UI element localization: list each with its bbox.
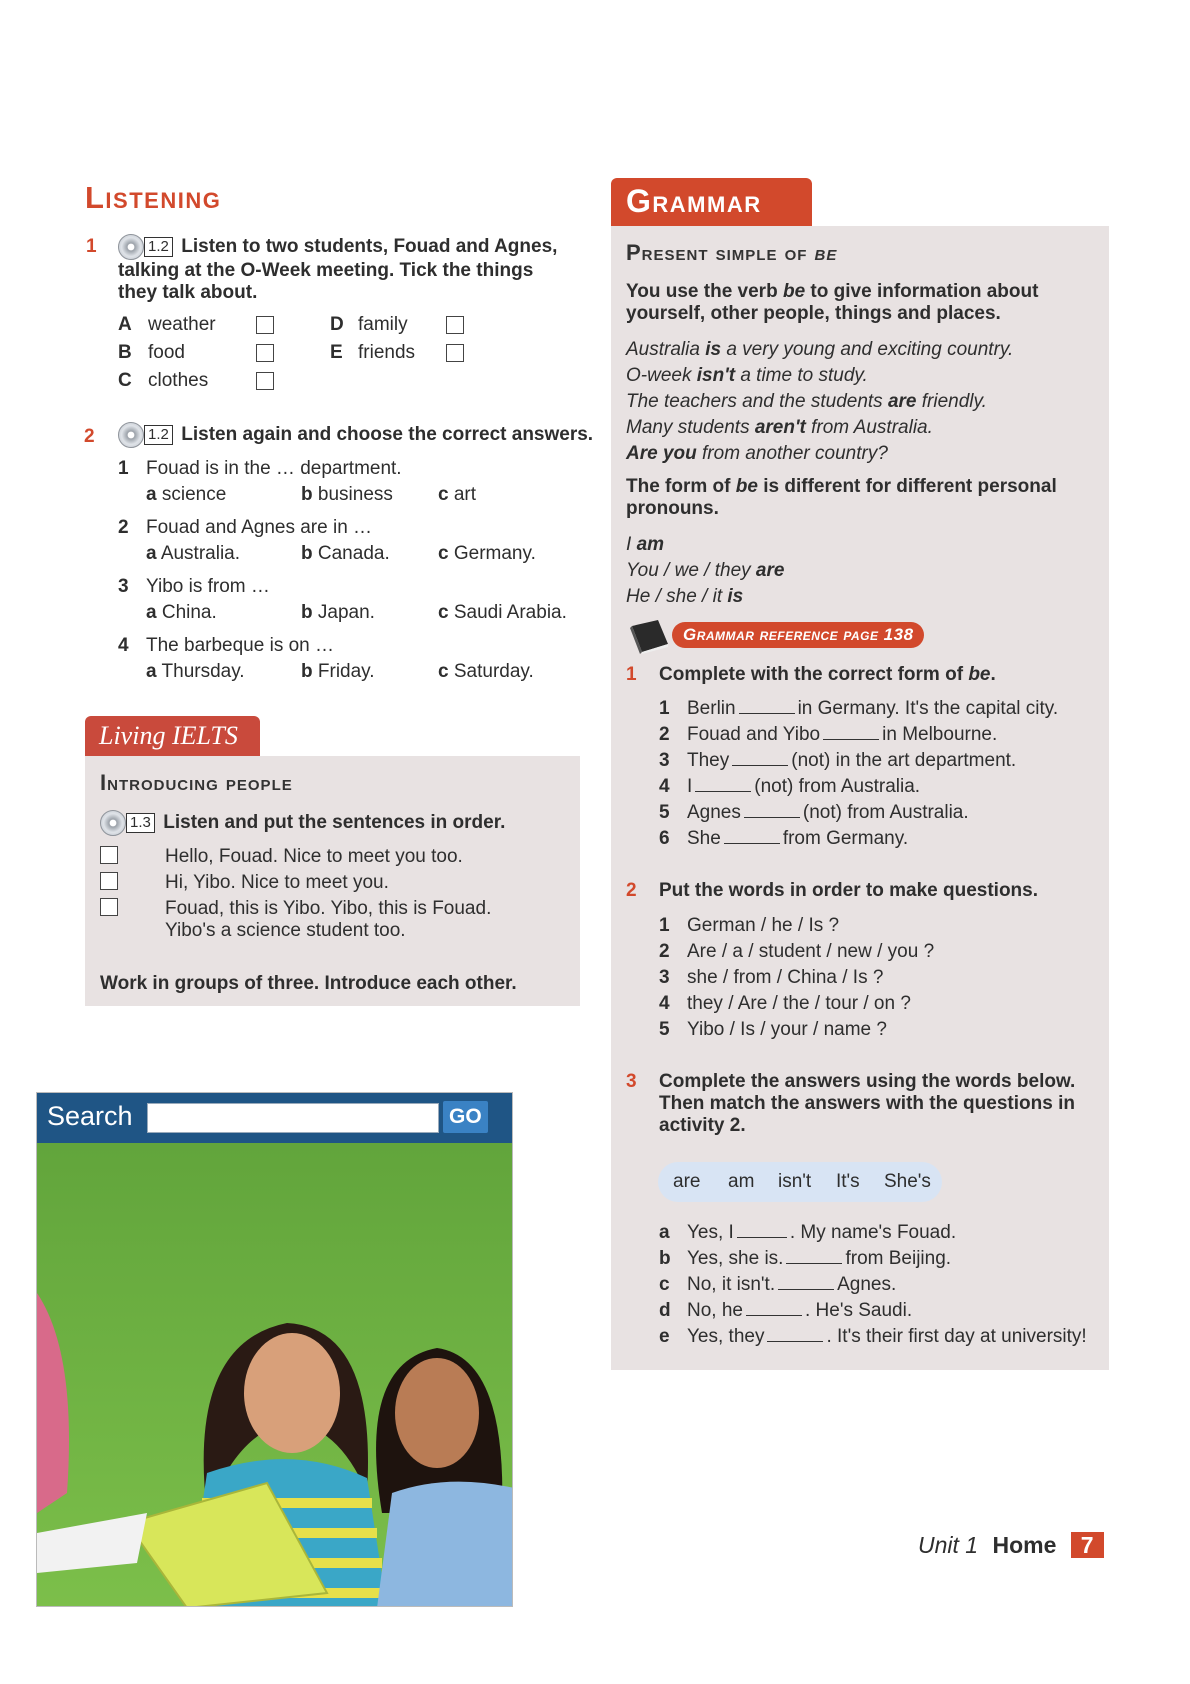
- go-button[interactable]: GO: [443, 1101, 488, 1133]
- answer-blank[interactable]: [786, 1249, 842, 1264]
- search-input[interactable]: [147, 1103, 439, 1133]
- answer-blank[interactable]: [724, 829, 780, 844]
- grammar-heading: Present simple of be: [626, 240, 838, 265]
- students-photo: [37, 1093, 513, 1607]
- grammar-tab: Grammar: [611, 178, 812, 226]
- audio-cd-icon[interactable]: 1.2: [118, 234, 176, 260]
- tick-list-left: A weather B food C clothes: [118, 314, 288, 398]
- tick-list-right: D family E friends: [330, 314, 500, 370]
- book-icon: [628, 618, 670, 654]
- exercise-number: 3: [626, 1071, 637, 1092]
- answer-blank[interactable]: [767, 1327, 823, 1342]
- answer-blank[interactable]: [744, 803, 800, 818]
- grammar-form-note: The form of be is different for different personal pronouns.: [626, 476, 1057, 519]
- question-item: 4 The barbeque is on … a Thursday. b Friday. c Saturday.: [118, 635, 534, 682]
- listening-title: Listening: [85, 180, 222, 215]
- exercise-instruction: 1.2 Listen again and choose the correct answers.: [118, 422, 593, 448]
- question-list: 1 German / he / Is ? 2 Are / a / student / new / you ? 3 she / from / China / Is ? 4 they / Are / the / tour / on ? 5 Yibo / Is / your / name ?: [659, 915, 935, 1040]
- answer-blank[interactable]: [739, 699, 795, 714]
- living-ielts-instruction: 1.3 Listen and put the sentences in order.: [100, 810, 505, 836]
- living-ielts-heading: Introducing people: [100, 770, 293, 795]
- audio-cd-icon[interactable]: 1.3: [100, 810, 158, 836]
- audio-cd-icon[interactable]: 1.2: [118, 422, 176, 448]
- sentence-list: Hello, Fouad. Nice to meet you too. Hi, Yibo. Nice to meet you. Fouad, this is Yibo. Yibo, this is Fouad. Yibo's a science student too.: [165, 846, 492, 941]
- page-footer: [918, 1532, 1104, 1559]
- order-box[interactable]: [100, 846, 118, 864]
- living-ielts-tab: Living IELTS: [85, 716, 260, 756]
- grammar-forms: I am You / we / they are He / she / it is: [626, 534, 785, 607]
- answer-blank[interactable]: [823, 725, 879, 740]
- exercise-instruction: Complete the answers using the words below. Then match the answers with the questions in activity 2.: [659, 1071, 1076, 1136]
- tick-box[interactable]: [446, 316, 464, 334]
- search-bar: [37, 1093, 513, 1143]
- exercise-instruction: Complete with the correct form of be.: [659, 664, 996, 685]
- unit-title: Home: [992, 1532, 1057, 1558]
- answer-list: a Yes, I . My name's Fouad. b Yes, she is. from Beijing. c No, it isn't. Agnes. d No, he . He's Saudi. e Yes, they . It's their first day at university!: [659, 1222, 1087, 1347]
- grammar-reference-link[interactable]: Grammar reference page 138: [672, 622, 924, 648]
- answer-blank[interactable]: [737, 1223, 787, 1238]
- grammar-intro: You use the verb be to give information about yourself, other people, things and places.: [626, 281, 1039, 324]
- question-list: [118, 458, 588, 694]
- question-item: 3 Yibo is from … a China. b Japan. c Saudi Arabia.: [118, 576, 567, 623]
- answer-blank[interactable]: [695, 777, 751, 792]
- page-number: 7: [1071, 1532, 1104, 1558]
- answer-blank[interactable]: [778, 1275, 834, 1290]
- search-label: Search: [47, 1101, 133, 1131]
- unit-label: Unit 1: [918, 1532, 979, 1558]
- tick-box[interactable]: [446, 344, 464, 362]
- tick-box[interactable]: [256, 344, 274, 362]
- question-item: 2 Fouad and Agnes are in … a Australia. b Canada. c Germany.: [118, 517, 536, 564]
- exercise-number: 2: [84, 426, 95, 447]
- tick-box[interactable]: [256, 316, 274, 334]
- exercise-number: 1: [86, 236, 97, 257]
- gapfill-list: 1 Berlin in Germany. It's the capital city. 2 Fouad and Yibo in Melbourne. 3 They (not) in the art department. 4 I (not) from Australia. 5 Agnes (not) from Australia. 6 She from Germany.: [659, 698, 1059, 849]
- exercise-instruction: Put the words in order to make questions.: [659, 880, 1038, 901]
- exercise-number: 1: [626, 664, 637, 685]
- living-ielts-footer: Work in groups of three. Introduce each other.: [100, 973, 517, 994]
- tick-box[interactable]: [256, 372, 274, 390]
- order-box[interactable]: [100, 898, 118, 916]
- question-item: 1 Fouad is in the … department. a science b business c art: [118, 458, 477, 505]
- answer-blank[interactable]: [746, 1301, 802, 1316]
- grammar-examples: Australia is a very young and exciting country. O-week isn't a time to study. The teachers and the students are friendly. Many students aren't from Australia. Are you from another country?: [626, 339, 1014, 464]
- exercise-instruction: 1.2 Listen to two students, Fouad and Agnes, talking at the O-Week meeting. Tick the things they talk about.: [118, 234, 557, 304]
- photo: [36, 1092, 513, 1607]
- exercise-number: 2: [626, 880, 637, 901]
- order-box[interactable]: [100, 872, 118, 890]
- word-box: are am isn't It's She's: [658, 1162, 942, 1202]
- answer-blank[interactable]: [732, 751, 788, 766]
